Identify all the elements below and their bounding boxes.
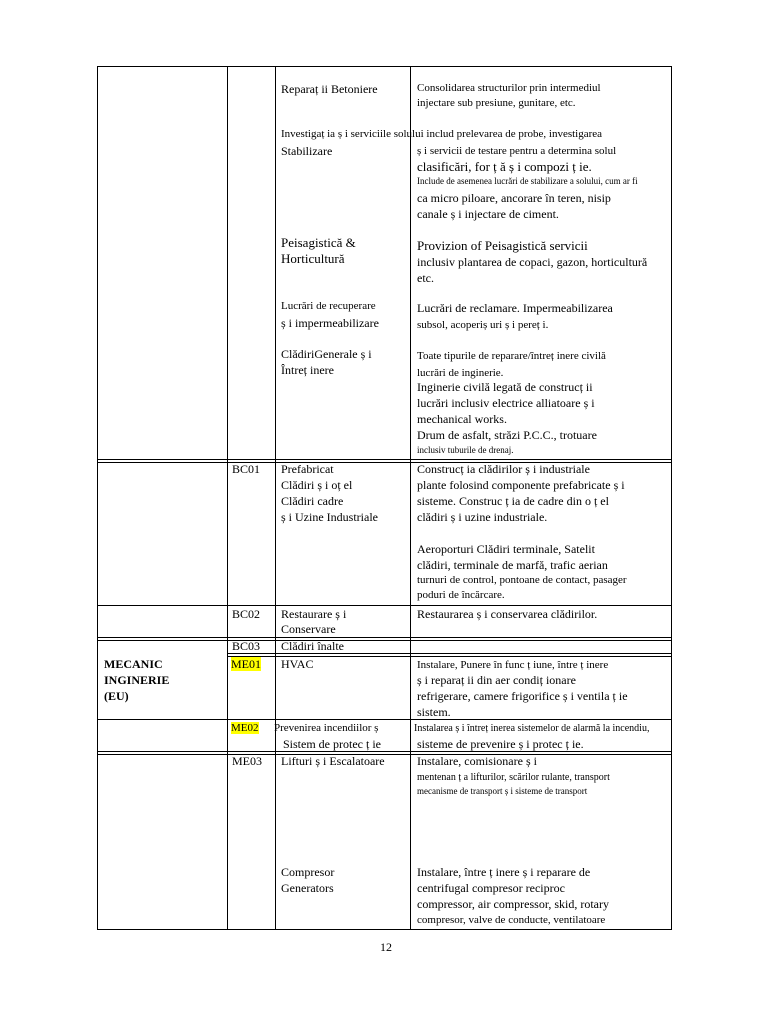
service-description: ș i reparaț ii din aer condiț ionare — [417, 673, 576, 687]
service-description: Lucrări de reclamare. Impermeabilizarea — [417, 301, 613, 315]
service-name: Compresor — [281, 865, 335, 879]
service-description: subsol, acoperiș uri ș i pereț i. — [417, 319, 549, 331]
service-description: Investigaț ia ș i serviciile solului includ prelevarea de probe, investigarea — [281, 128, 603, 140]
category-label: INGINERIE — [104, 673, 170, 687]
service-description: lucrări de inginerie. — [417, 367, 504, 379]
service-description: clasificări, for ț ă ș i compozi ț ie. — [417, 159, 592, 174]
service-description: mentenan ț a lifturilor, scărilor rulante, transport — [417, 772, 610, 783]
service-description: Provizion of Peisagistică servicii — [417, 238, 588, 253]
service-name: Stabilizare — [281, 144, 333, 158]
service-description: mecanisme de transport ș i sisteme de transport — [417, 786, 588, 796]
page-number: 12 — [380, 940, 392, 954]
service-description: inclusiv plantarea de copaci, gazon, horticultură — [417, 255, 648, 269]
service-name: Generators — [281, 881, 334, 895]
service-description: injectare sub presiune, gunitare, etc. — [417, 97, 576, 109]
service-name: Sistem de protec ț ie — [283, 737, 381, 751]
service-description: sistem. — [417, 705, 451, 719]
service-description: compresor, valve de conducte, ventilatoare — [417, 914, 606, 926]
service-description: poduri de încărcare. — [417, 589, 505, 601]
service-name: ClădiriGenerale ș i — [281, 347, 372, 361]
service-description: inclusiv tuburile de drenaj. — [417, 445, 514, 455]
service-name: Prevenirea incendiilor ș — [274, 722, 379, 734]
service-description: canale ș i injectare de ciment. — [417, 207, 559, 221]
service-description: ca micro piloare, ancorare în teren, nisip — [417, 191, 611, 205]
service-description: clădiri, terminale de marfă, trafic aerian — [417, 558, 608, 572]
row-divider-bc02 — [97, 605, 672, 606]
service-description: etc. — [417, 271, 434, 285]
service-name: Clădiri înalte — [281, 639, 344, 653]
row-divider-me02 — [97, 719, 672, 720]
service-description: Instalarea ș i întreț inerea sistemelor de alarmă la incendiu, — [414, 723, 650, 734]
service-description: mechanical works. — [417, 412, 507, 426]
column-divider-3 — [410, 66, 411, 930]
service-description: Aeroporturi Clădiri terminale, Satelit — [417, 542, 595, 556]
service-name: Peisagistică & — [281, 235, 356, 250]
column-divider-1 — [227, 66, 228, 930]
service-code: BC02 — [232, 607, 261, 621]
service-description: turnuri de control, pontoane de contact, pasager — [417, 574, 627, 586]
service-code: BC03 — [232, 639, 261, 653]
service-description: Include de asemenea lucrări de stabilizare a solului, cum ar fi — [417, 176, 638, 186]
service-code: ME03 — [232, 754, 262, 768]
service-description: centrifugal compresor reciproc — [417, 881, 565, 895]
service-description: refrigerare, camere frigorifice ș i ventila ț ie — [417, 689, 628, 703]
service-description: clădiri ș i uzine industriale. — [417, 510, 548, 524]
column-divider-2 — [275, 66, 276, 930]
service-description: Consolidarea structurilor prin intermediul — [417, 82, 601, 94]
service-description: Construcț ia clădirilor ș i industriale — [417, 462, 590, 476]
service-name: Horticultură — [281, 251, 345, 266]
service-name: Restaurare ș i — [281, 607, 347, 621]
service-name: Conservare — [281, 622, 336, 636]
highlighted-code: ME01 — [231, 657, 261, 671]
service-description: Drum de asfalt, străzi P.C.C., trotuare — [417, 428, 597, 442]
service-description: Inginerie civilă legată de construcț ii — [417, 380, 593, 394]
service-description: plante folosind componente prefabricate ș i — [417, 478, 625, 492]
service-code — [231, 658, 261, 672]
service-name: Lucrări de recuperare — [281, 300, 376, 312]
service-name: ș i impermeabilizare — [281, 316, 379, 330]
service-name: HVAC — [281, 657, 314, 671]
service-description: Instalare, între ț inere ș i reparare de — [417, 865, 591, 879]
service-name: ș i Uzine Industriale — [281, 510, 378, 524]
service-description: Toate tipurile de reparare/întreț inere civilă — [417, 350, 606, 362]
service-description: sisteme. Construc ț ia de cadre din o ț el — [417, 494, 609, 508]
service-name: Clădiri cadre — [281, 494, 344, 508]
service-description: compressor, air compressor, skid, rotary — [417, 897, 609, 911]
service-description: lucrări inclusiv electrice alliatoare ș i — [417, 396, 595, 410]
service-code: BC01 — [232, 462, 261, 476]
service-name: Reparaț ii Betoniere — [281, 82, 378, 96]
category-label: MECANIC — [104, 657, 163, 671]
service-description: Instalare, comisionare ș i — [417, 754, 537, 768]
service-description: Restaurarea ș i conservarea clădirilor. — [417, 607, 598, 621]
highlighted-code: ME02 — [231, 722, 259, 734]
service-name: Prefabricat — [281, 462, 334, 476]
service-code — [231, 722, 259, 735]
service-name: Întreț inere — [281, 363, 334, 377]
service-name: Lifturi ș i Escalatoare — [281, 754, 385, 768]
service-description: sisteme de prevenire ș i protec ț ie. — [417, 737, 584, 751]
service-name: Clădiri ș i oț el — [281, 478, 353, 492]
service-description: Instalare, Punere în func ț iune, între ț inere — [417, 659, 609, 671]
category-label: (EU) — [104, 689, 129, 703]
row-divider-bc03 — [97, 637, 672, 641]
service-description: ș i servicii de testare pentru a determina solul — [417, 145, 617, 157]
